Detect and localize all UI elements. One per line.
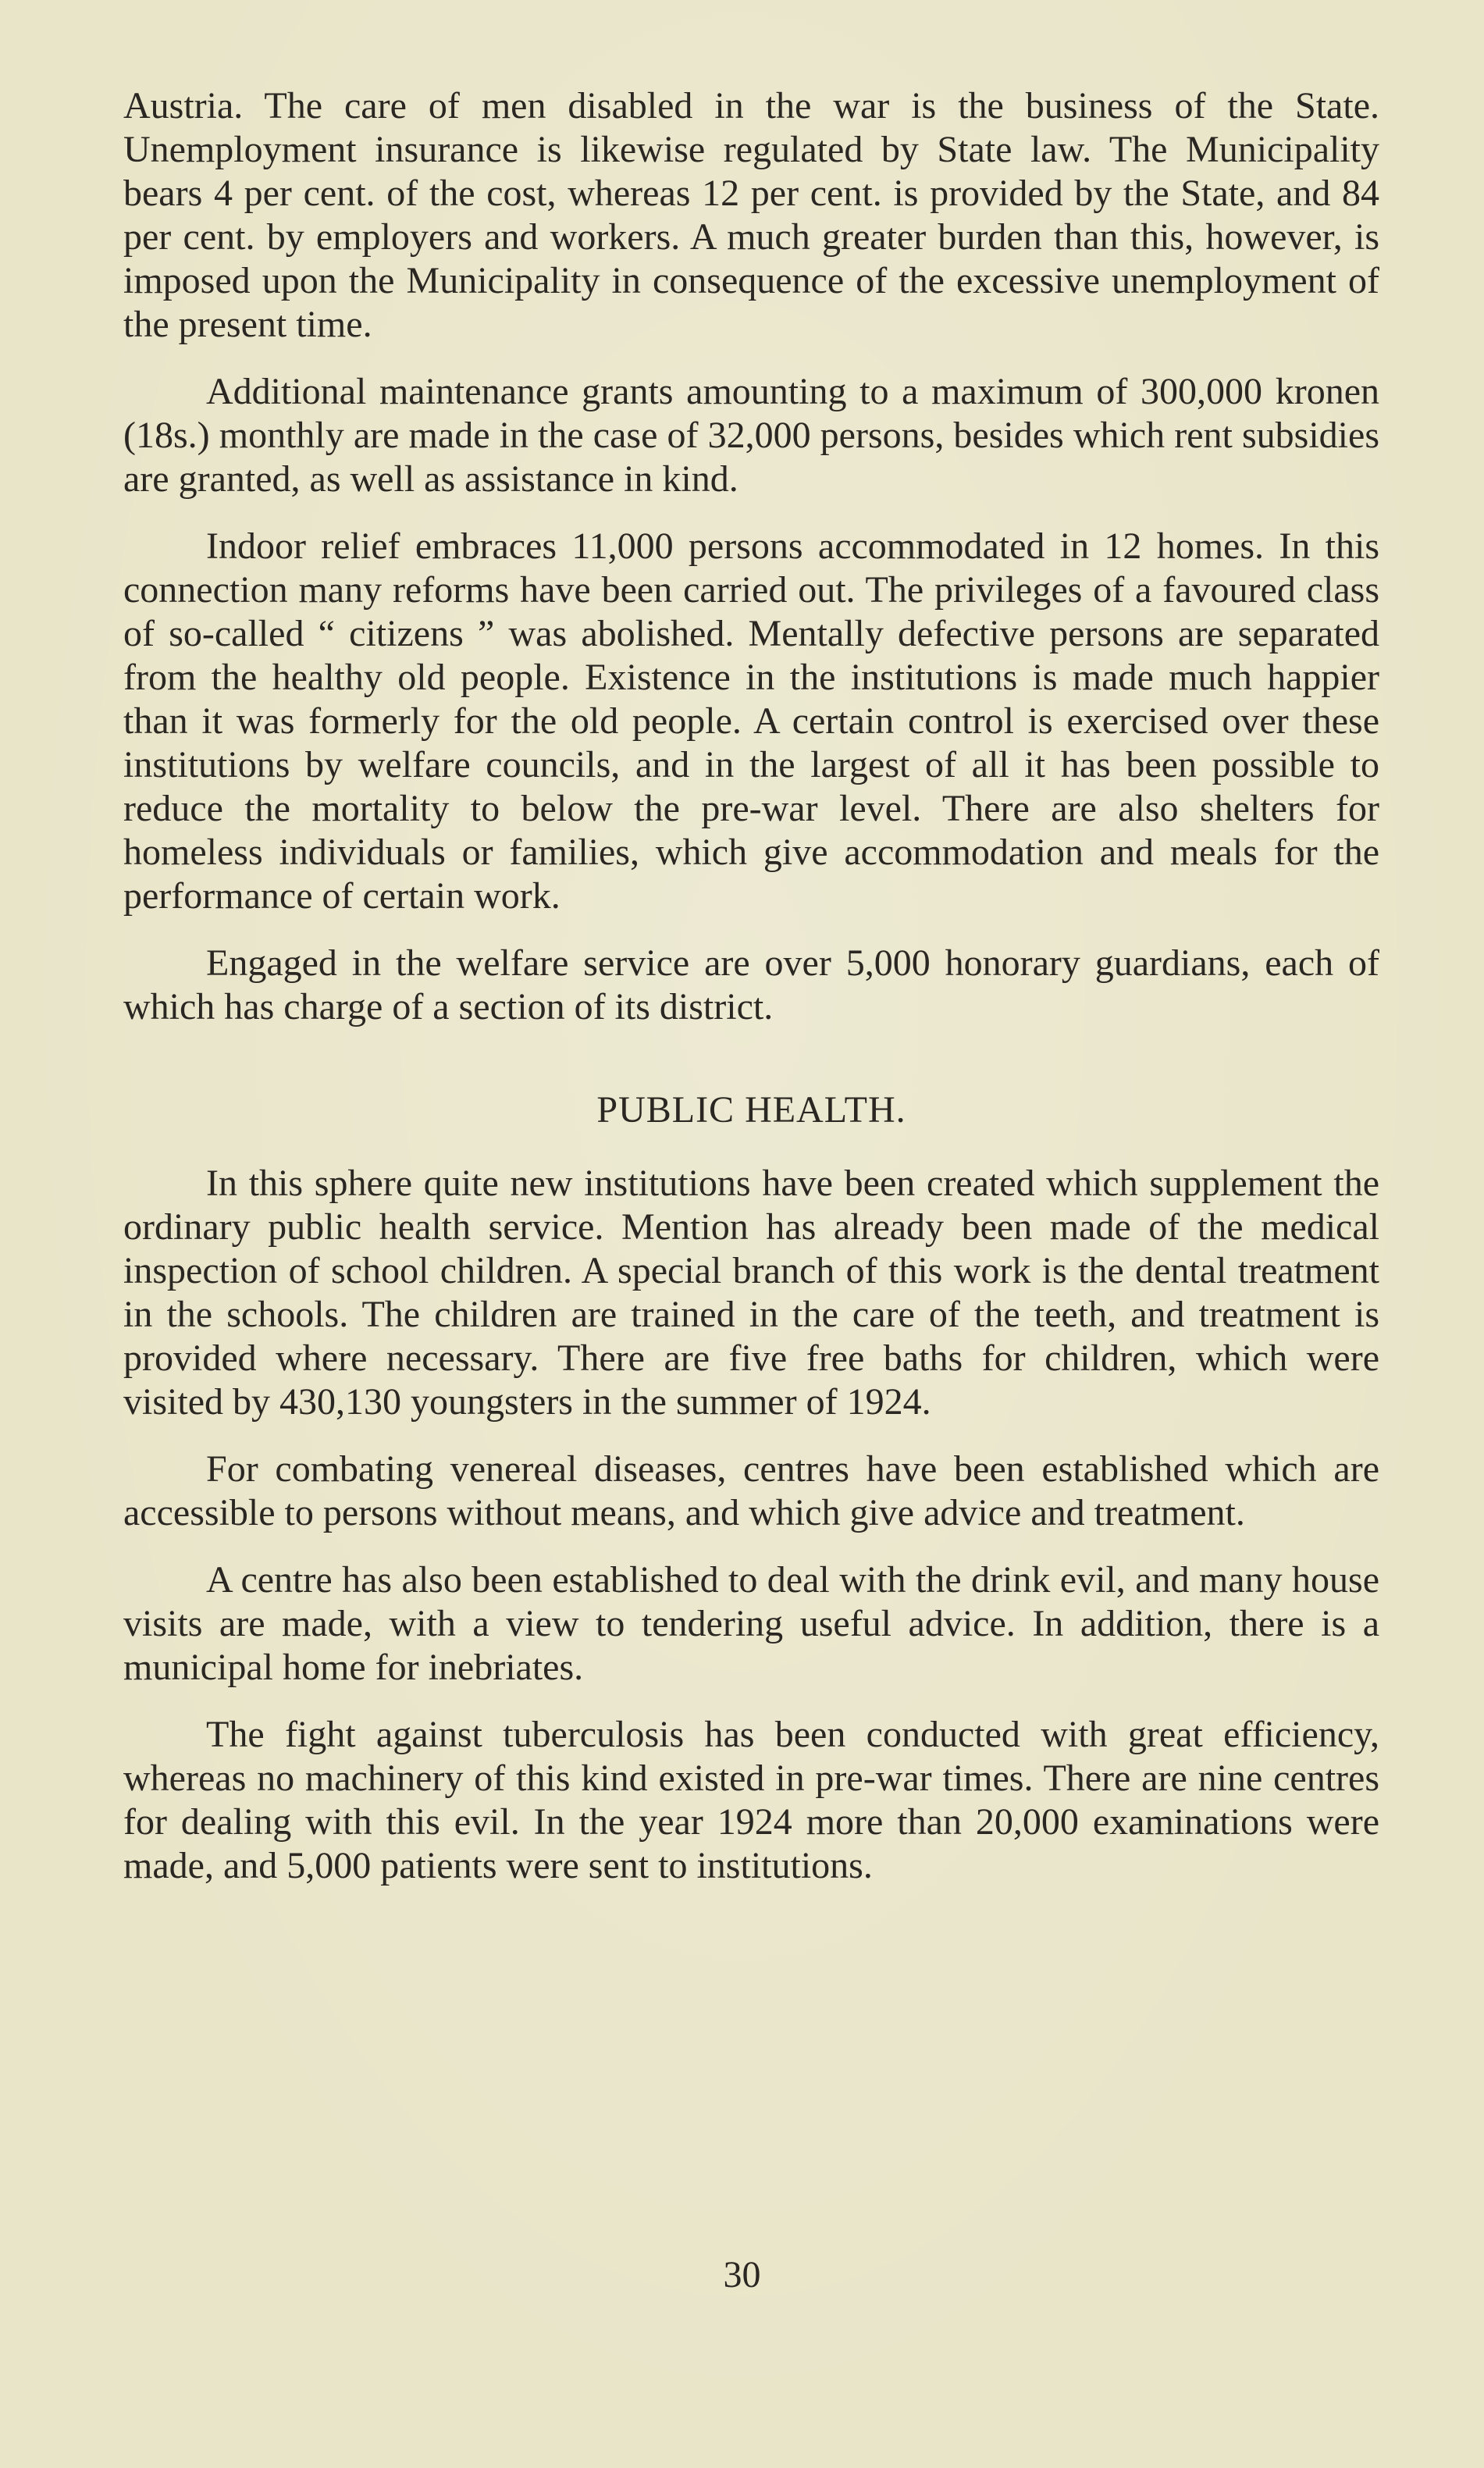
paragraph-public-health-institutions: In this sphere quite new institutions have been created which supplement the ordinary public health service. Mention has already been made of the medical inspection of school children. A special branch of this work is the dental treatment in the schools. The children are trained in the care of the teeth, and treatment is provided where necessary. There are five free baths for children, which were visited by 430,130 youngsters in the summer of 1924. [123,1163,1379,1423]
section-heading-public-health: PUBLIC HEALTH. [596,1089,906,1131]
page-number: 30 [723,2254,761,2295]
paragraph-maintenance-grants: Additional maintenance grants amounting to a maximum of 300,000 kronen (18s.) monthly are made in the case of 32,000 persons, besides which rent subsidies are granted, as well as assistance in kind. [123,371,1379,500]
paragraph-indoor-relief: Indoor relief embraces 11,000 persons accommodated in 12 homes. In this connection many reforms have been carried out. The privileges of a favoured class of so-called “ citizens ” was abolished. Mentally defective persons are separated from the healthy old people. Existence in the institutions is made much happier than it was formerly for the old people. A certain control is exercised over these institutions by welfare councils, and in the largest of all it has been possible to reduce the mortality to below the pre-war level. There are also shelters for homeless individuals or families, which give accommodation and meals for the performance of certain work. [123,525,1379,917]
paragraph-drink-evil: A centre has also been established to deal with the drink evil, and many house visits are made, with a view to tendering useful advice. In addition, there is a municipal home for inebriates. [123,1559,1379,1688]
paragraph-welfare-service: Engaged in the welfare service are over 5,000 honorary guardians, each of which has charge of a section of its district. [123,942,1379,1027]
paragraph-tuberculosis: The fight against tuberculosis has been conducted with great efficiency, whereas no machinery of this kind existed in pre-war times. There are nine centres for dealing with this evil. In the year 1924 more than 20,000 examinations were made, and 5,000 patients were sent to institutions. [123,1714,1379,1886]
paragraph-venereal-diseases: For combating venereal diseases, centres have been established which are accessible to persons without means, and which give advice and treatment. [123,1448,1379,1533]
paragraph-unemployment-insurance: Austria. The care of men disabled in the war is the business of the State. Unemployment insurance is likewise regulated by State law. The Municipality bears 4 per cent. of the cost, whereas 12 per cent. is provided by the State, and 84 per cent. by employers and workers. A much greater burden than this, however, is imposed upon the Municipality in consequence of the excessive unemployment of the present time. [123,85,1379,345]
